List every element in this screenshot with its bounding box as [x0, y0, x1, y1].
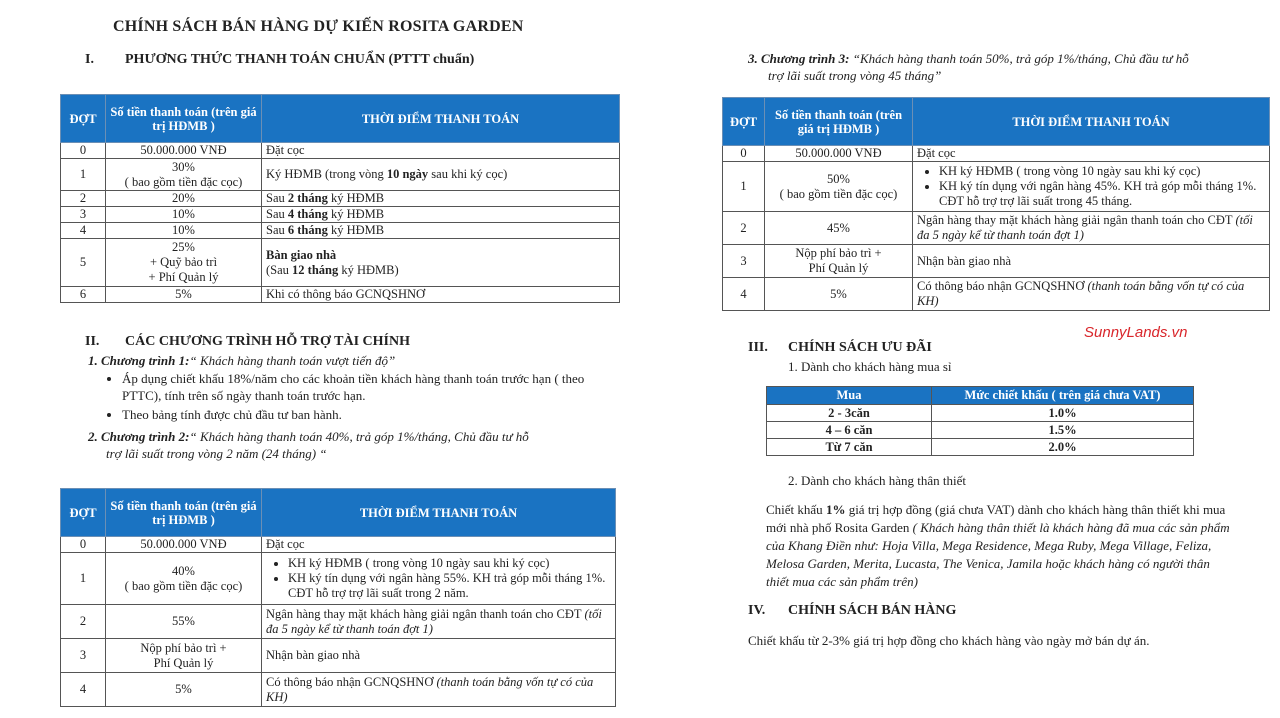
table-row: 2 20% Sau 2 tháng ký HĐMB	[61, 191, 620, 207]
section-3-heading	[748, 340, 932, 356]
section-title: CHÍNH SÁCH BÁN HÀNG	[788, 603, 957, 618]
col-header-dot: ĐỢT	[723, 98, 765, 146]
table-row: 4 5% Có thông báo nhận GCNQSHNƠ (thanh toán bằng vốn tự có của KH)	[61, 673, 616, 707]
col-header-amount: Số tiền thanh toán (trên giá trị HĐMB )	[765, 98, 913, 146]
col-header-time: THỜI ĐIỂM THANH TOÁN	[262, 95, 620, 143]
table-row: 4 10% Sau 6 tháng ký HĐMB	[61, 223, 620, 239]
section-1-heading	[85, 52, 474, 68]
program-2-heading: 2. Chương trình 2:“ Khách hàng thanh toán 40%, trả góp 1%/tháng, Chủ đầu tư hỗ trợ lãi suất trong vòng 2 năm (24 tháng) “	[88, 429, 529, 461]
section-number: I.	[85, 52, 94, 67]
watermark: SunnyLands.vn	[1084, 324, 1188, 341]
table-row: 1 40% ( bao gồm tiền đặc cọc) • KH ký HĐMB ( trong vòng 10 ngày sau khi ký cọc) • KH ký tín dụng với ngân hàng 55%. KH trả góp mỗi tháng 1%. CĐT hỗ trợ trợ lãi suất trong 2 năm.	[61, 553, 616, 605]
program-1-heading: 1. Chương trình 1:“ Khách hàng thanh toán vượt tiến độ”	[88, 353, 396, 368]
table-row: 4 – 6 căn 1.5%	[767, 422, 1194, 439]
col-header-dot: ĐỢT	[61, 95, 106, 143]
discount-table	[766, 386, 1194, 456]
table-row: 1 30% ( bao gồm tiền đặc cọc) Ký HĐMB (trong vòng 10 ngày sau khi ký cọc)	[61, 159, 620, 191]
sales-policy-paragraph: Chiết khấu từ 2-3% giá trị hợp đồng cho khách hàng vào ngày mở bán dự án.	[748, 633, 1150, 648]
section-title: CHÍNH SÁCH ƯU ĐÃI	[788, 340, 932, 355]
table-row: 0 50.000.000 VNĐ Đặt cọc	[61, 143, 620, 159]
section-number: IV.	[748, 603, 766, 618]
table-row: 1 50% ( bao gồm tiền đặc cọc) • KH ký HĐMB ( trong vòng 10 ngày sau khi ký cọc) • KH ký tín dụng với ngân hàng 45%. KH trả góp mỗi tháng 1%. CĐT hỗ trợ trợ lãi suất trong 45 tháng.	[723, 162, 1270, 212]
section-number: III.	[748, 340, 768, 355]
loyal-paragraph: Chiết khấu 1% giá trị hợp đồng (giá chưa VAT) dành cho khách hàng thân thiết khi mua mới nhà phố Rosita Garden ( Khách hàng thân thiết là khách hàng đã mua các sản phẩm của Khang Điền như: Hoja Villa, Mega Residence, Mega Ruby, Mega Village, Feliza, Melosa Garden, Merita, Lucasta, The Venica, Jamila hoặc khách hàng có người thân thiết mua các sản phẩm trên)	[766, 502, 1230, 589]
col-header-time: THỜI ĐIỂM THANH TOÁN	[262, 489, 616, 537]
table-row: 0 50.000.000 VNĐ Đặt cọc	[61, 537, 616, 553]
table-row: 2 45% Ngân hàng thay mặt khách hàng giải ngân thanh toán cho CĐT (tối đa 5 ngày kể từ thanh toán đợt 1)	[723, 212, 1270, 245]
table-row: 3 Nộp phí bảo trì + Phí Quản lý Nhận bàn giao nhà	[723, 245, 1270, 278]
table-row: 2 55% Ngân hàng thay mặt khách hàng giải ngân thanh toán cho CĐT (tối đa 5 ngày kể từ thanh toán đợt 1)	[61, 605, 616, 639]
page-title: CHÍNH SÁCH BÁN HÀNG DỰ KIẾN ROSITA GARDEN	[113, 18, 524, 35]
col-header-amount: Số tiền thanh toán (trên giá trị HĐMB )	[106, 95, 262, 143]
payment-table-standard	[60, 94, 620, 303]
list-item: • Theo bảng tính được chủ đầu tư ban hành.	[122, 406, 592, 423]
section-2-heading	[85, 334, 410, 350]
program-3-heading: 3. Chương trình 3: “Khách hàng thanh toán 50%, trả góp 1%/tháng, Chủ đầu tư hỗ trợ lãi suất trong vòng 45 tháng”	[748, 51, 1189, 83]
table-row: Từ 7 căn 2.0%	[767, 439, 1194, 456]
table-row: 3 Nộp phí bảo trì + Phí Quản lý Nhận bàn giao nhà	[61, 639, 616, 673]
section-number: II.	[85, 334, 100, 349]
section-title: CÁC CHƯƠNG TRÌNH HỖ TRỢ TÀI CHÍNH	[125, 334, 410, 349]
subsection-loyal: 2. Dành cho khách hàng thân thiết	[788, 473, 966, 488]
table-row: 0 50.000.000 VNĐ Đặt cọc	[723, 146, 1270, 162]
col-header-discount: Mức chiết khấu ( trên giá chưa VAT)	[932, 387, 1194, 405]
list-item: • Áp dụng chiết khấu 18%/năm cho các khoản tiền khách hàng thanh toán trước hạn ( theo PTTC), tính trên số ngày thanh toán trước hạn.	[122, 370, 592, 404]
col-header-time: THỜI ĐIỂM THANH TOÁN	[913, 98, 1270, 146]
subsection-wholesale: 1. Dành cho khách hàng mua sỉ	[788, 359, 952, 374]
payment-table-program-3	[722, 97, 1270, 311]
table-row: 2 - 3căn 1.0%	[767, 405, 1194, 422]
payment-table-program-2	[60, 488, 616, 707]
table-row: 3 10% Sau 4 tháng ký HĐMB	[61, 207, 620, 223]
table-row: 4 5% Có thông báo nhận GCNQSHNƠ (thanh toán bằng vốn tự có của KH)	[723, 278, 1270, 311]
col-header-dot: ĐỢT	[61, 489, 106, 537]
section-4-heading	[748, 603, 956, 619]
table-row: 5 25% + Quỹ bảo trì + Phí Quản lý Bàn giao nhà (Sau 12 tháng ký HĐMB)	[61, 239, 620, 287]
table-row: 6 5% Khi có thông báo GCNQSHNƠ	[61, 287, 620, 303]
col-header-purchase: Mua	[767, 387, 932, 405]
section-title: PHƯƠNG THỨC THANH TOÁN CHUẨN (PTTT chuẩn)	[125, 52, 475, 67]
col-header-amount: Số tiền thanh toán (trên giá trị HĐMB )	[106, 489, 262, 537]
program-1-bullets	[100, 370, 592, 423]
